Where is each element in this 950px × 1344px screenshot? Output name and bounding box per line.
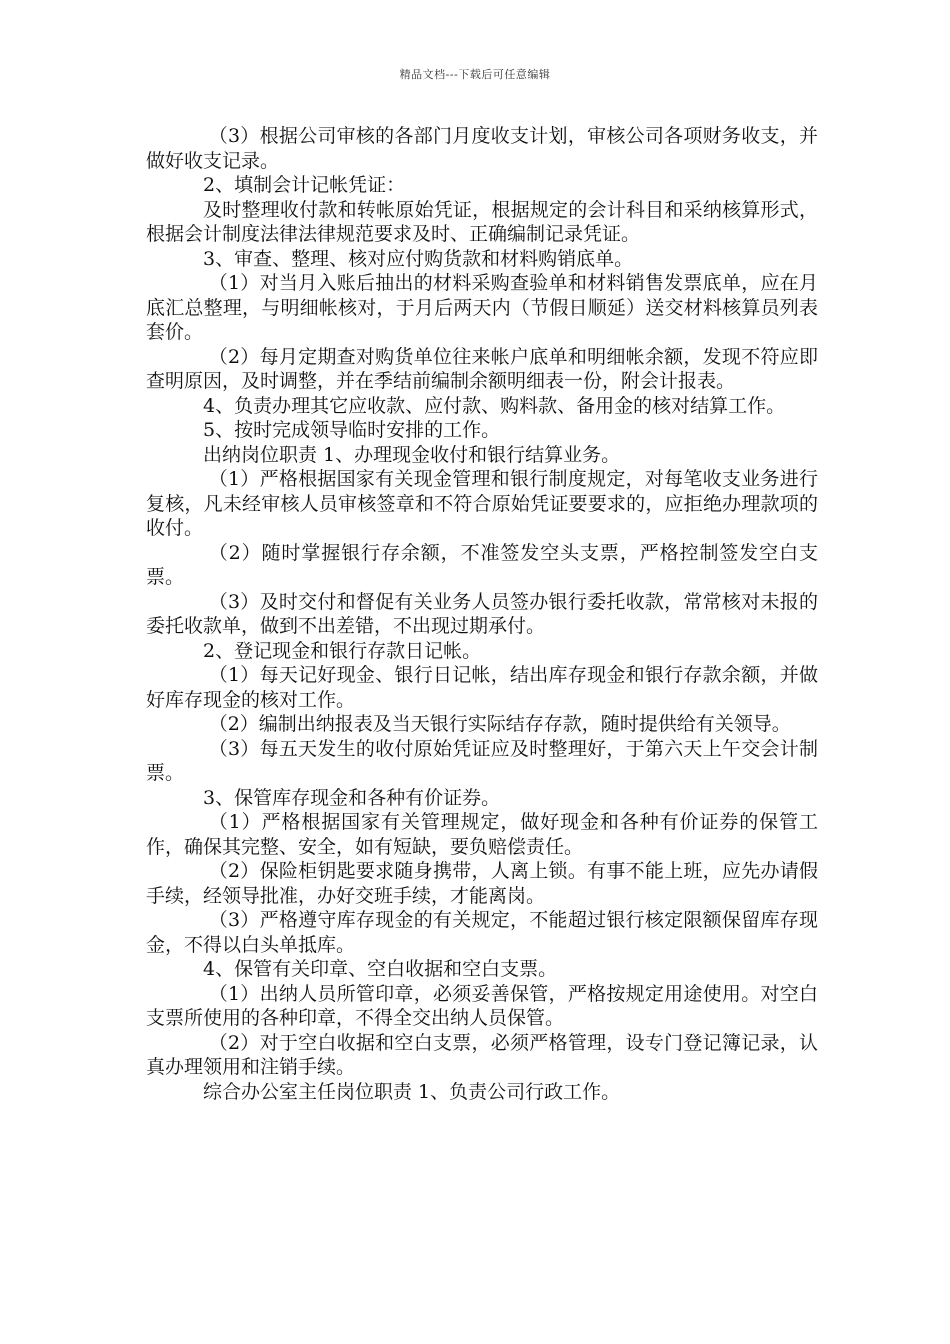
paragraph: 2、填制会计记帐凭证： bbox=[203, 174, 406, 196]
paragraph: 及时整理收付款和转帐原始凭证，根据规定的会计科目和采纳核算形式，根据会计制度法律法律规范要求及时、正确编制记录凭证。 bbox=[146, 198, 818, 245]
paragraph: （1）严格根据国家有关管理规定，做好现金和各种有价证券的保管工作，确保其完整、安全，如有短缺，要负赔偿责任。 bbox=[146, 811, 818, 858]
paragraph: （1）对当月入账后抽出的材料采购查验单和材料销售发票底单，应在月底汇总整理，与明细帐核对，于月后两天内（节假日顺延）送交材料核算员列表套价。 bbox=[146, 272, 818, 343]
paragraph: 3、保管库存现金和各种有价证券。 bbox=[203, 786, 501, 809]
document-body bbox=[146, 124, 818, 1104]
paragraph: 出纳岗位职责 1、办理现金收付和银行结算业务。 bbox=[203, 443, 621, 466]
paragraph: （2）编制出纳报表及当天银行实际结存存款，随时提供给有关领导。 bbox=[208, 713, 791, 735]
paragraph: （3）严格遵守库存现金的有关规定，不能超过银行核定限额保留库存现金，不得以白头单抵库。 bbox=[146, 909, 818, 956]
paragraph: （2）保险柜钥匙要求随身携带，人离上锁。有事不能上班，应先办请假手续，经领导批准，办好交班手续，才能离岗。 bbox=[146, 860, 818, 907]
paragraph: 5、按时完成领导临时安排的工作。 bbox=[203, 419, 501, 441]
paragraph: （3）根据公司审核的各部门月度收支计划，审核公司各项财务收支，并做好收支记录。 bbox=[146, 125, 818, 172]
paragraph: （2）每月定期查对购货单位往来帐户底单和明细帐余额，发现不符应即查明原因，及时调整，并在季结前编制余额明细表一份，附会计报表。 bbox=[146, 345, 818, 392]
paragraph: 4、保管有关印章、空白收据和空白支票。 bbox=[203, 958, 558, 980]
paragraph: 4、负责办理其它应收款、应付款、购料款、备用金的核对结算工作。 bbox=[203, 394, 786, 417]
paragraph: 综合办公室主任岗位职责 1、负责公司行政工作。 bbox=[203, 1080, 621, 1103]
paragraph: 2、登记现金和银行存款日记帐。 bbox=[203, 639, 482, 662]
paragraph: 3、审查、整理、核对应付购货款和材料购销底单。 bbox=[203, 247, 634, 270]
paragraph: （1）出纳人员所管印章，必须妥善保管，严格按规定用途使用。对空白支票所使用的各种印章，不得全交出纳人员保管。 bbox=[146, 982, 818, 1029]
page-header: 精品文档---下载后可任意编辑 bbox=[399, 68, 551, 81]
paragraph: （1）每天记好现金、银行日记帐，结出库存现金和银行存款余额，并做好库存现金的核对工作。 bbox=[146, 664, 818, 711]
paragraph: （1）严格根据国家有关现金管理和银行制度规定，对每笔收支业务进行复核，凡未经审核人员审核签章和不符合原始凭证要要求的，应拒绝办理款项的收付。 bbox=[146, 468, 818, 539]
paragraph: （3）每五天发生的收付原始凭证应及时整理好，于第六天上午交会计制票。 bbox=[146, 737, 818, 784]
paragraph: （3）及时交付和督促有关业务人员签办银行委托收款，常常核对未报的委托收款单，做到不出差错，不出现过期承付。 bbox=[146, 590, 818, 637]
paragraph: （2）随时掌握银行存余额，不准签发空头支票，严格控制签发空白支票。 bbox=[146, 541, 818, 588]
paragraph: （2）对于空白收据和空白支票，必须严格管理，设专门登记簿记录，认真办理领用和注销手续。 bbox=[146, 1031, 818, 1078]
